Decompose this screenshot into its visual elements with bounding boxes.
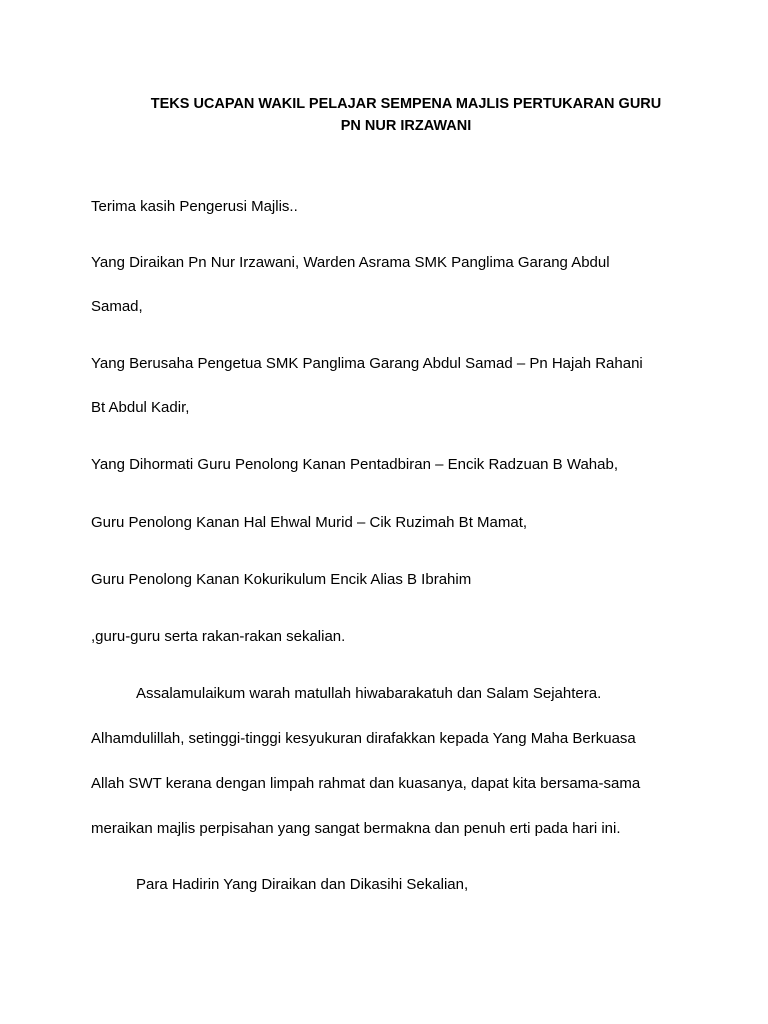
paragraph-line: Guru Penolong Kanan Kokurikulum Encik Alias B Ibrahim xyxy=(91,571,472,588)
paragraph-line: Alhamdulillah, setinggi-tinggi kesyukuran dirafakkan kepada Yang Maha Berkuasa xyxy=(91,730,636,747)
paragraph-line: Para Hadirin Yang Diraikan dan Dikasihi Sekalian, xyxy=(136,876,469,893)
paragraph-line: Terima kasih Pengerusi Majlis.. xyxy=(91,198,298,215)
paragraph-line: meraikan majlis perpisahan yang sangat bermakna dan penuh erti pada hari ini. xyxy=(91,820,621,837)
document-title-line-1: TEKS UCAPAN WAKIL PELAJAR SEMPENA MAJLIS PERTUKARAN GURU xyxy=(150,96,662,112)
paragraph-line: Assalamulaikum warah matullah hiwabarakatuh dan Salam Sejahtera. xyxy=(136,685,602,702)
document-title-line-2: PN NUR IRZAWANI xyxy=(340,118,472,134)
paragraph-line: Allah SWT kerana dengan limpah rahmat dan kuasanya, dapat kita bersama-sama xyxy=(91,775,641,792)
paragraph-line: ,guru-guru serta rakan-rakan sekalian. xyxy=(91,628,346,645)
paragraph-line: Yang Berusaha Pengetua SMK Panglima Garang Abdul Samad – Pn Hajah Rahani xyxy=(91,355,643,372)
paragraph-line: Bt Abdul Kadir, xyxy=(91,399,190,416)
paragraph-line: Samad, xyxy=(91,298,143,315)
paragraph-line: Guru Penolong Kanan Hal Ehwal Murid – Cik Ruzimah Bt Mamat, xyxy=(91,514,528,531)
paragraph-line: Yang Dihormati Guru Penolong Kanan Pentadbiran – Encik Radzuan B Wahab, xyxy=(91,456,618,473)
paragraph-line: Yang Diraikan Pn Nur Irzawani, Warden Asrama SMK Panglima Garang Abdul xyxy=(91,254,610,271)
